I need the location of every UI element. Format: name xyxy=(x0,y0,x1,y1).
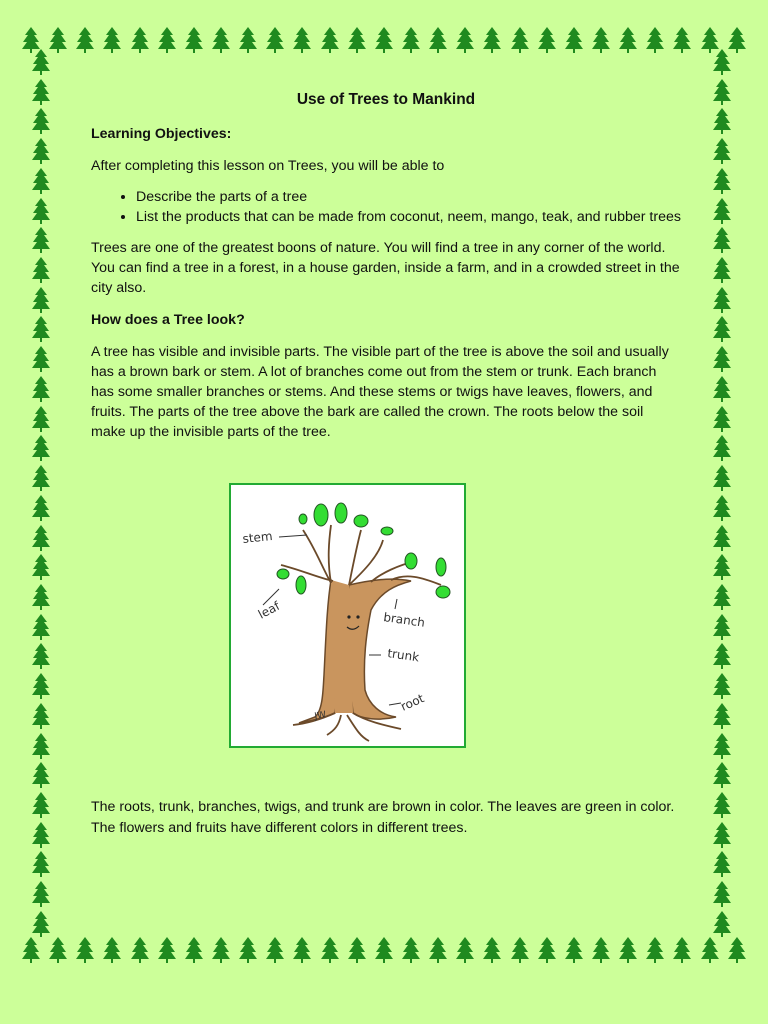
pine-tree-icon xyxy=(183,936,205,964)
pine-tree-icon xyxy=(30,315,52,343)
list-item: • Describe the parts of a tree xyxy=(136,187,681,207)
pine-tree-icon xyxy=(699,936,721,964)
pine-tree-icon xyxy=(30,434,52,462)
pine-tree-icon xyxy=(74,936,96,964)
pine-tree-icon xyxy=(30,256,52,284)
pine-tree-icon xyxy=(30,405,52,433)
pine-tree-icon xyxy=(101,936,123,964)
pine-tree-icon xyxy=(711,910,733,938)
pine-tree-icon xyxy=(711,702,733,730)
pine-tree-icon xyxy=(427,936,449,964)
pine-tree-icon xyxy=(30,613,52,641)
pine-tree-icon xyxy=(711,880,733,908)
pine-tree-icon xyxy=(30,791,52,819)
pine-tree-icon xyxy=(30,583,52,611)
pine-tree-icon xyxy=(509,936,531,964)
pine-tree-icon xyxy=(711,375,733,403)
pine-tree-icon xyxy=(711,642,733,670)
left-tree-border xyxy=(30,48,54,938)
pine-tree-icon xyxy=(711,345,733,373)
pine-tree-icon xyxy=(20,936,42,964)
pine-tree-icon xyxy=(319,26,341,54)
pine-tree-icon xyxy=(671,936,693,964)
pine-tree-icon xyxy=(237,936,259,964)
objectives-heading: Learning Objectives: xyxy=(91,126,232,142)
pine-tree-icon xyxy=(30,137,52,165)
pine-tree-icon xyxy=(711,464,733,492)
pine-tree-icon xyxy=(711,78,733,106)
pine-tree-icon xyxy=(644,936,666,964)
pine-tree-icon xyxy=(291,936,313,964)
pine-tree-icon xyxy=(30,375,52,403)
pine-tree-icon xyxy=(346,936,368,964)
page-title: Use of Trees to Mankind xyxy=(296,91,476,108)
pine-tree-icon xyxy=(711,256,733,284)
pine-tree-icon xyxy=(30,642,52,670)
pine-tree-icon xyxy=(711,226,733,254)
pine-tree-icon xyxy=(30,672,52,700)
pine-tree-icon xyxy=(711,107,733,135)
artist-signature: JW xyxy=(313,710,327,722)
pine-tree-icon xyxy=(711,672,733,700)
right-tree-border xyxy=(711,48,735,938)
pine-tree-icon xyxy=(291,26,313,54)
bottom-tree-border xyxy=(20,936,748,970)
pine-tree-icon xyxy=(454,936,476,964)
pine-tree-icon xyxy=(264,936,286,964)
pine-tree-icon xyxy=(47,936,69,964)
pine-tree-icon xyxy=(711,137,733,165)
pine-tree-icon xyxy=(30,524,52,552)
pine-tree-icon xyxy=(129,26,151,54)
pine-tree-icon xyxy=(30,78,52,106)
pine-tree-icon xyxy=(30,880,52,908)
trunk-label: trunk xyxy=(386,646,421,665)
pine-tree-icon xyxy=(30,761,52,789)
pine-tree-icon xyxy=(711,405,733,433)
pine-tree-icon xyxy=(711,494,733,522)
intro-text: After completing this lesson on Trees, you will be able to xyxy=(91,158,445,174)
pine-tree-icon xyxy=(590,26,612,54)
pine-tree-icon xyxy=(536,26,558,54)
pine-tree-icon xyxy=(536,936,558,964)
pine-tree-icon xyxy=(156,936,178,964)
pine-tree-icon xyxy=(30,48,52,76)
pine-tree-icon xyxy=(101,26,123,54)
pine-tree-icon xyxy=(30,850,52,878)
pine-tree-icon xyxy=(183,26,205,54)
top-tree-border xyxy=(20,26,748,60)
paragraph-trees: Trees are one of the greatest boons of nature. You will find a tree in any corner of the world. You can find a tree in a forest, in a house garden, inside a farm, and in a crowded street in the city also. xyxy=(91,240,680,296)
pine-tree-icon xyxy=(74,26,96,54)
pine-tree-icon xyxy=(346,26,368,54)
document-body xyxy=(91,90,681,442)
pine-tree-icon xyxy=(711,613,733,641)
pine-tree-icon xyxy=(590,936,612,964)
pine-tree-icon xyxy=(711,197,733,225)
pine-tree-icon xyxy=(481,26,503,54)
pine-tree-icon xyxy=(671,26,693,54)
pine-tree-icon xyxy=(617,936,639,964)
pine-tree-icon xyxy=(711,850,733,878)
pine-tree-icon xyxy=(129,936,151,964)
pine-tree-icon xyxy=(30,197,52,225)
branch-lines xyxy=(281,525,441,585)
list-item: • List the products that can be made from coconut, neem, mango, teak, and rubber trees xyxy=(136,207,681,227)
pine-tree-icon xyxy=(30,345,52,373)
pine-tree-icon xyxy=(30,494,52,522)
pine-tree-icon xyxy=(711,791,733,819)
pine-tree-icon xyxy=(30,226,52,254)
pine-tree-icon xyxy=(711,286,733,314)
pine-tree-icon xyxy=(644,26,666,54)
pine-tree-icon xyxy=(726,936,748,964)
pine-tree-icon xyxy=(711,167,733,195)
pine-tree-icon xyxy=(711,48,733,76)
pine-tree-icon xyxy=(30,553,52,581)
tree-diagram xyxy=(229,483,466,748)
pine-tree-icon xyxy=(237,26,259,54)
stem-label: stem xyxy=(241,528,274,546)
pine-tree-icon xyxy=(30,821,52,849)
pine-tree-icon xyxy=(30,702,52,730)
pine-tree-icon xyxy=(30,286,52,314)
pine-tree-icon xyxy=(30,464,52,492)
objectives-list xyxy=(91,187,681,227)
pine-tree-icon xyxy=(509,26,531,54)
section-heading: How does a Tree look? xyxy=(91,312,245,328)
pine-tree-icon xyxy=(156,26,178,54)
branch-label: branch xyxy=(382,610,426,630)
paragraph-tree-look: A tree has visible and invisible parts. The visible part of the tree is above the soil and usually has a brown bark or stem. A lot of branches come out from the stem or trunk. Each branch has some smaller branches or stems. And these stems or twigs have leaves, flowers, and fruits. The parts of the tree above the bark are called the crown. The roots below the soil make up the invisible parts of the tree. xyxy=(91,344,669,440)
pine-tree-icon xyxy=(563,26,585,54)
pine-tree-icon xyxy=(481,936,503,964)
pine-tree-icon xyxy=(210,936,232,964)
paragraph-colors: The roots, trunk, branches, twigs, and trunk are brown in color. The leaves are green in color. The flowers and fruits have different colors in different trees. xyxy=(91,799,675,836)
pine-tree-icon xyxy=(30,107,52,135)
pine-tree-icon xyxy=(30,910,52,938)
root-label: root xyxy=(398,691,427,714)
pine-tree-icon xyxy=(711,821,733,849)
pine-tree-icon xyxy=(711,315,733,343)
pine-tree-icon xyxy=(30,732,52,760)
pine-tree-icon xyxy=(711,732,733,760)
pine-tree-icon xyxy=(400,936,422,964)
pine-tree-icon xyxy=(563,936,585,964)
pine-tree-icon xyxy=(617,26,639,54)
pine-tree-icon xyxy=(454,26,476,54)
pine-tree-icon xyxy=(711,553,733,581)
pine-tree-icon xyxy=(210,26,232,54)
pine-tree-icon xyxy=(427,26,449,54)
pine-tree-icon xyxy=(711,583,733,611)
pine-tree-icon xyxy=(711,524,733,552)
leaf-label: leaf xyxy=(255,598,283,622)
pine-tree-icon xyxy=(711,761,733,789)
pine-tree-icon xyxy=(319,936,341,964)
tree-illustration xyxy=(231,485,464,746)
pine-tree-icon xyxy=(373,936,395,964)
pine-tree-icon xyxy=(264,26,286,54)
pine-tree-icon xyxy=(711,434,733,462)
pine-tree-icon xyxy=(373,26,395,54)
pine-tree-icon xyxy=(30,167,52,195)
pine-tree-icon xyxy=(400,26,422,54)
